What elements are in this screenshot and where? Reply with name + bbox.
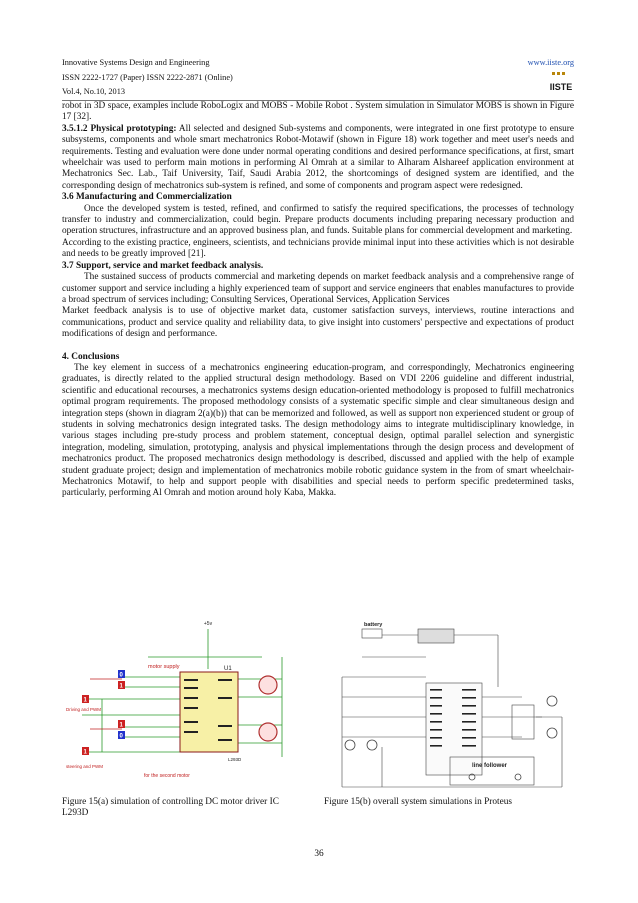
figure-15a-schematic xyxy=(62,617,294,807)
section-heading: 3.6 Manufacturing and Commercialization xyxy=(62,192,232,203)
figure-15b-caption: Figure 15(b) overall system simulations in Proteus xyxy=(324,797,512,807)
journal-url-link[interactable]: www.iiste.org xyxy=(527,58,574,67)
paragraph: The key element in success of a mechatronics engineering education-program, and correspondingly, Mechatronics engineering graduates, is directly related to the applied structural design methodology. Based on VDI 2206 guideline and different industrial, scientific and educational recourses, a mechatronics systems design education-oriented methodology is proposed to fulfill mechatronics optimal program requirements. The proposed methodology consists of a systematic specific simple and clear simultaneous design and integration steps (shown in diagram 2(a)(b)) that can be memorized and followed, as well as support non experienced student or group of students in solving mechatronics design integrated tasks. The design methodology aims to integrate multidisciplinary knowledge, in various stages including pre-study process and problem statement, conceptual design, optimal parallel selection and synergistic integration, modeling, simulation, prototyping, analysis and physical implementations through the design process and development of mechatronics product. The proposed mechatronics design methodology is described, discussed and applied with the help of example student graduate project; design and implementation of mechatronics mobile robotic guidance system in the from of smart wheelchair- Mechatronics Motawif, to help and support people with disabilities and special needs to perform specific predetermined tasks, particularly, performing Al Omrah and motion around holy Kaba, Makka. xyxy=(62,362,574,499)
sensor-1 xyxy=(345,740,355,750)
ic-label: U1 xyxy=(224,666,232,672)
motor-supply-label: motor supply xyxy=(148,664,180,670)
iiste-logo xyxy=(548,71,574,95)
figure-15b-schematic xyxy=(322,617,574,797)
figure-15a-caption: Figure 15(a) simulation of controlling DC motor driver IC L293D xyxy=(62,797,279,819)
page-header xyxy=(62,56,574,100)
section-heading: 3.5.1.2 Physical prototyping: xyxy=(62,123,177,134)
dc-motor-2 xyxy=(259,723,277,741)
article-body xyxy=(62,101,574,500)
svg-text:1: 1 xyxy=(119,722,123,729)
driving-pwm-label: Driving and PWM xyxy=(66,707,102,712)
section-heading: 3.7 Support, service and market feedback analysis. xyxy=(62,260,264,271)
battery-label: battery xyxy=(364,622,383,628)
paragraph: Market feedback analysis is to use of objective market data, customer satisfaction surveys, interviews, routine interactions and communications, product and service quality and reliability data, to give insight into customers' perspective and expectations of product modifications of design and performance. xyxy=(62,306,574,340)
motor-2 xyxy=(547,728,557,738)
svg-text:1: 1 xyxy=(83,697,87,704)
issn-line: ISSN 2222-1727 (Paper) ISSN 2222-2871 (Online) xyxy=(62,72,233,82)
paragraph: 3.5.1.2 Physical prototyping: All selected and designed Sub-systems and components, were integrated in one first prototype to ensure subsystems, components and whole smart mechatronics Robot-Motawif (shown in Figure 18) work together and meet user's needs and requirements. Testing and evaluation were done under normal operating conditions and desired performance specifications, at first, smart wheelchair was used to perform main motions in performing Al Omrah at a similar to Alharam Alshareef application environment at Mechatronics Sec. Lab., Taif University, Taif, Saudi Arabia 2012, the shortcomings of designed system are identified, and the corresponding design of mechatronics sub-system is refined, and some of components and program aspect were redesigned. xyxy=(62,123,574,191)
svg-text:0: 0 xyxy=(119,672,123,679)
paragraph: robot in 3D space, examples include RoboLogix and MOBS - Mobile Robot . System simulation in Simulator MOBS is shown in Figure 17 [32]. xyxy=(62,101,574,123)
volume-line: Vol.4, No.10, 2013 xyxy=(62,87,125,96)
page-number: 36 xyxy=(314,849,324,859)
figures-row xyxy=(62,617,574,819)
led-2 xyxy=(515,774,521,780)
logo-text: IISTE xyxy=(549,82,573,92)
second-motor-label: for the second motor xyxy=(144,773,190,779)
sensor-2 xyxy=(367,740,377,750)
motor-1 xyxy=(547,696,557,706)
svg-text:0: 0 xyxy=(119,733,123,740)
ic-name: L293D xyxy=(228,757,242,762)
svg-text:1: 1 xyxy=(119,683,123,690)
paragraph: According to the existing practice, engineers, scientists, and technicians provide minimal input into these activities which is not desirable and needs to be greatly improved [21]. xyxy=(62,237,574,260)
paragraph: Once the developed system is tested, refined, and confirmed to satisfy the required specifications, the processes of technology transfer to industry and commercialization, could begin. Prepare products documents including preparing necessary production and operation structures, infrastructure and an approved business plan, and funds. Suitable plans for commercial development and marketing. xyxy=(62,203,574,237)
dc-motor-1 xyxy=(259,676,277,694)
svg-text:1: 1 xyxy=(83,749,87,756)
section-heading: 4. Conclusions xyxy=(62,351,120,362)
vcc-label: +5v xyxy=(203,621,213,627)
line-follower-label: line follower xyxy=(472,763,508,769)
steering-pwm-label: steering and PWM xyxy=(66,764,104,769)
paragraph: The sustained success of products commercial and marketing depends on market feedback analysis and a comprehensive range of customer support and service including a highly experienced team of support and service engineers that enables manufactures to provide a broad spectrum of services including; Consulting Services, Operational Services, Application Services xyxy=(62,272,574,305)
journal-name: Innovative Systems Design and Engineering xyxy=(62,58,210,67)
